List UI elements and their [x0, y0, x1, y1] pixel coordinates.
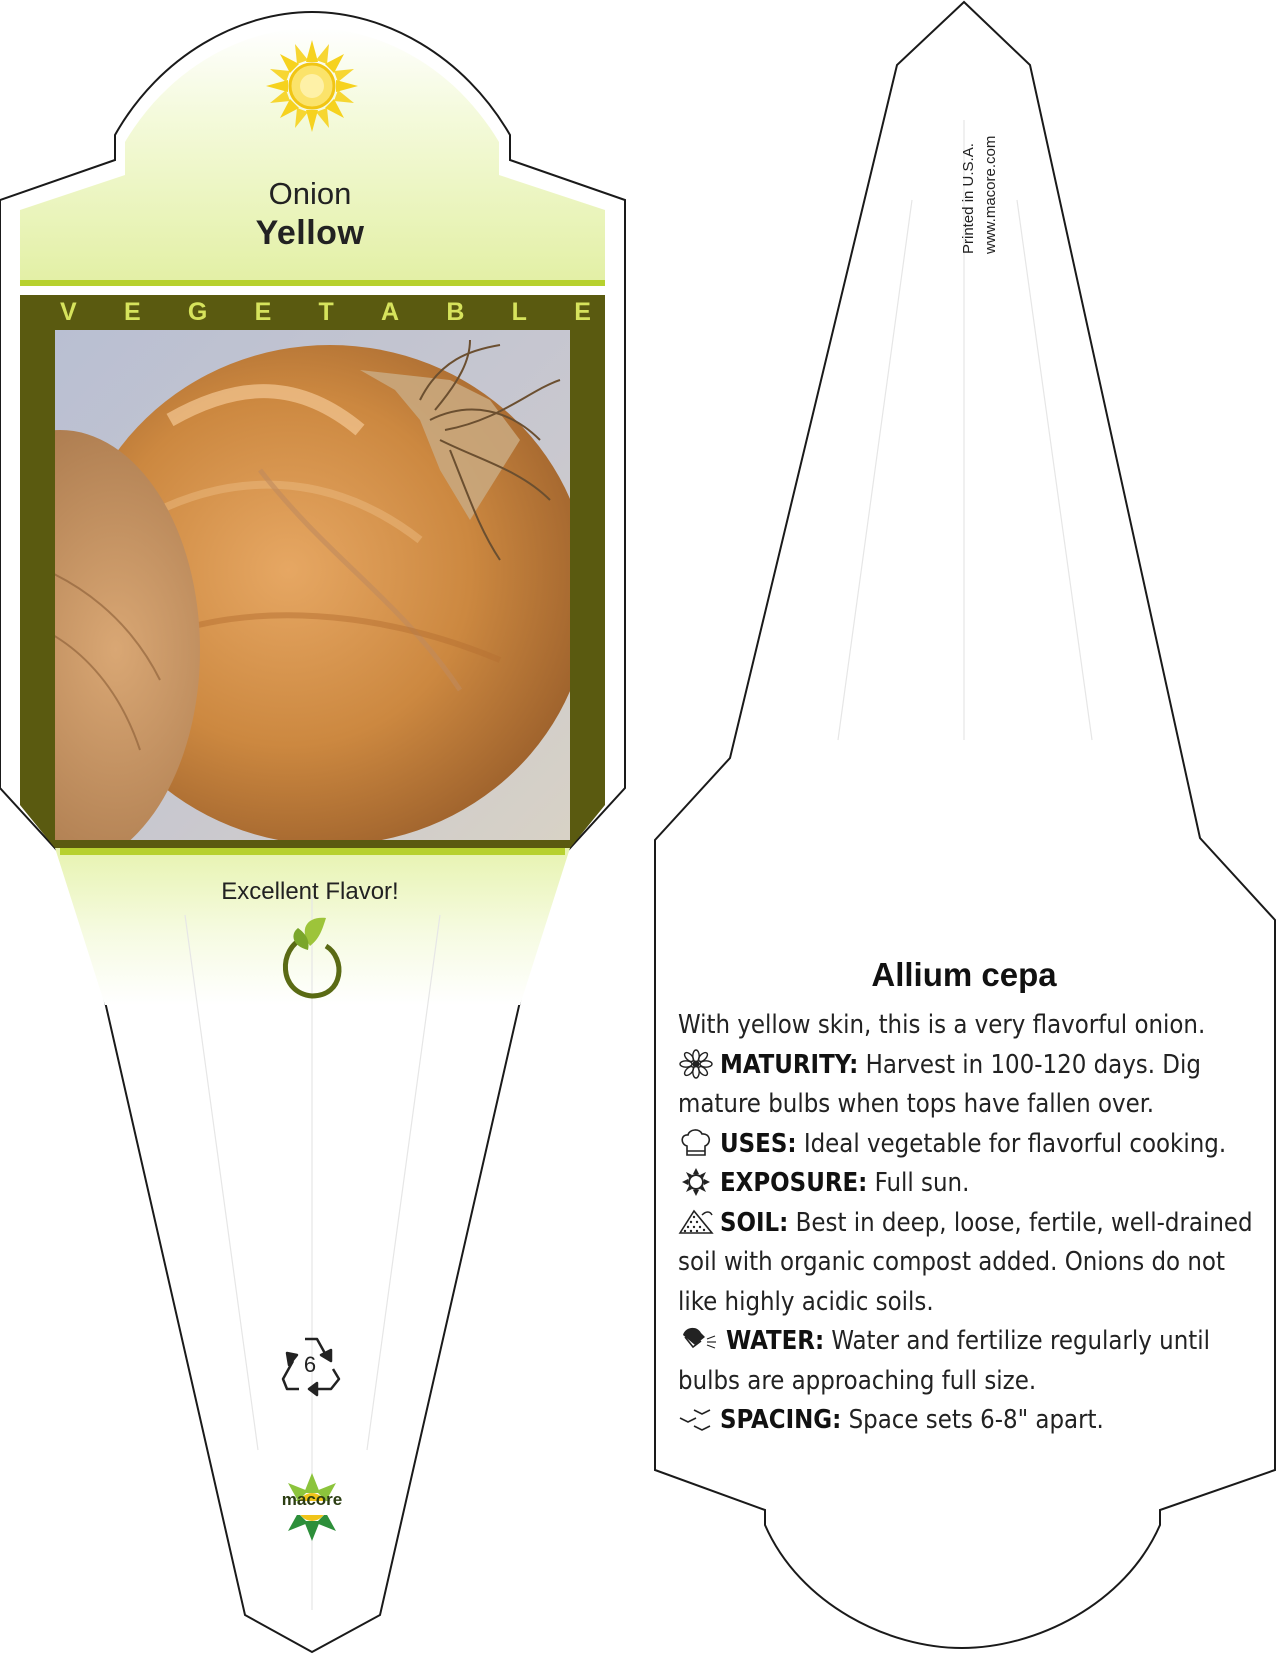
category-letter: L — [511, 297, 527, 326]
care-water — [678, 1322, 1268, 1401]
care-text: Space sets 6-8" apart. — [841, 1405, 1104, 1435]
category-letter: A — [381, 297, 400, 326]
flower-icon — [678, 1049, 714, 1079]
care-text: Best in deep, loose, fertile, well-drained soil with organic compost added. Onions do not like highly acidic soils. — [678, 1207, 1253, 1317]
chef-hat-icon — [678, 1128, 714, 1158]
recycle-number: 6 — [303, 1352, 317, 1377]
care-text: Harvest in 100-120 days. Dig mature bulbs when tops have fallen over. — [678, 1049, 1201, 1119]
care-instructions — [678, 1006, 1268, 1441]
category-letter: E — [123, 297, 141, 326]
care-text: Ideal vegetable for flavorful cooking. — [796, 1128, 1227, 1159]
common-name: Onion — [268, 176, 352, 211]
printed-in-text: Printed in U.S.A. — [960, 143, 977, 254]
care-exposure — [678, 1164, 1268, 1204]
website-text: www.macore.com — [982, 135, 999, 254]
care-uses — [678, 1125, 1268, 1165]
brand-name: macore — [281, 1490, 343, 1509]
care-label: USES: — [720, 1128, 797, 1159]
category-letter: B — [446, 297, 465, 326]
soil-pile-icon — [678, 1207, 714, 1237]
category-letter: E — [574, 297, 591, 326]
category-letter: V — [60, 297, 77, 326]
category-letter: G — [187, 297, 208, 326]
description: With yellow skin, this is a very flavorful onion. — [678, 1010, 1206, 1040]
care-label: SOIL: — [720, 1207, 789, 1238]
tagline: Excellent Flavor! — [221, 878, 399, 905]
botanical-name: Allium cepa — [871, 956, 1057, 993]
watering-can-icon — [678, 1325, 720, 1355]
care-spacing — [678, 1401, 1268, 1441]
category-letter: T — [318, 297, 334, 326]
sun-outline-icon — [678, 1167, 714, 1197]
care-label: EXPOSURE: — [720, 1168, 868, 1198]
category-letter: E — [254, 297, 272, 326]
care-text: Water and fertilize regularly until bulbs are approaching full size. — [678, 1326, 1210, 1396]
care-label: SPACING: — [720, 1405, 842, 1435]
care-soil — [678, 1204, 1268, 1323]
care-label: WATER: — [726, 1326, 825, 1356]
imprint-block — [960, 48, 999, 254]
care-maturity — [678, 1046, 1268, 1125]
spacing-arrows-icon — [678, 1404, 714, 1434]
care-label: MATURITY: — [720, 1049, 859, 1080]
variety-name: Yellow — [255, 214, 365, 252]
care-text: Full sun. — [867, 1168, 970, 1198]
